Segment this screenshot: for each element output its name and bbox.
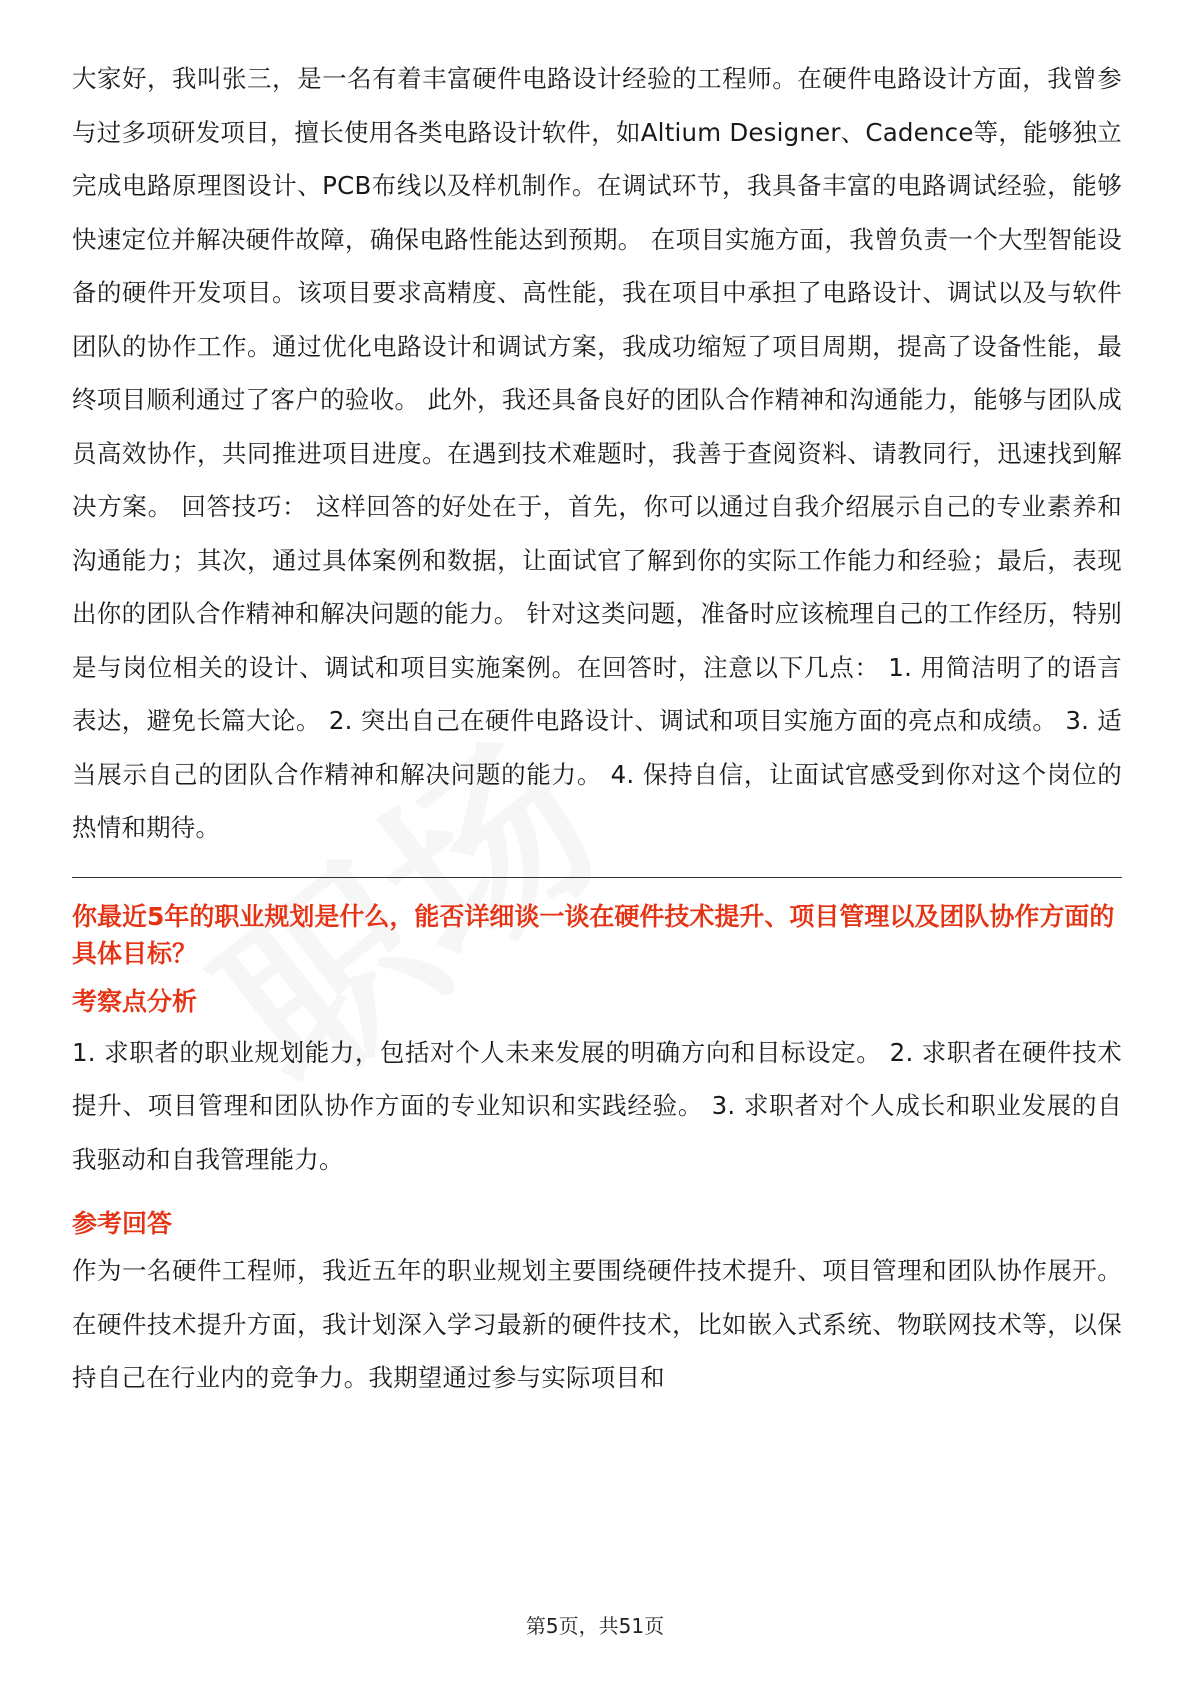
analysis-heading: 考察点分析 [72,986,198,1016]
page-number-footer: 第5页，共51页 [525,1614,665,1638]
answer-text: 作为一名硬件工程师，我近五年的职业规划主要围绕硬件技术提升、项目管理和团队协作展开。在硬件技术提升方面，我计划深入学习最新的硬件技术，比如嵌入式系统、物联网技术等，以保持自己在行业内的竞争力。我期望通过参与实际项目和 [72,1256,1122,1392]
analysis-text: 1. 求职者的职业规划能力，包括对个人未来发展的明确方向和目标设定。 2. 求职者在硬件技术提升、项目管理和团队协作方面的专业知识和实践经验。 3. 求职者对个人成长和职业发展的自我驱动和自我管理能力。 [72,1037,1122,1174]
question-title: 你最近5年的职业规划是什么，能否详细谈一谈在硬件技术提升、项目管理以及团队协作方面的具体目标？ [72,901,1115,968]
intro-paragraph: 大家好，我叫张三，是一名有着丰富硬件电路设计经验的工程师。在硬件电路设计方面，我曾参与过多项研发项目，擅长使用各类电路设计软件，如Altium Designer、Cadence等，能够独立完成电路原理图设计、PCB布线以及样机制作。在调试环节，我具备丰富的电路调试经验，能够快速定位并解决硬件故障，确保电路性能达到预期。 在项目实施方面，我曾负责一个大型智能设备的硬件开发项目。该项目要求高精度、高性能，我在项目中承担了电路设计、调试以及与软件团队的协作工作。通过优化电路设计和调试方案，我成功缩短了项目周期，提高了设备性能，最终项目顺利通过了客户的验收。 此外，我还具备良好的团队合作精神和沟通能力，能够与团队成员高效协作，共同推进项目进度。在遇到技术难题时，我善于查阅资料、请教同行，迅速找到解决方案。 回答技巧： 这样回答的好处在于，首先，你可以通过自我介绍展示自己的专业素养和沟通能力；其次，通过具体案例和数据，让面试官了解到你的实际工作能力和经验；最后，表现出你的团队合作精神和解决问题的能力。 针对这类问题，准备时应该梳理自己的工作经历，特别是与岗位相关的设计、调试和项目实施案例。在回答时，注意以下几点： 1. 用简洁明了的语言表达，避免长篇大论。 2. 突出自己在硬件电路设计、调试和项目实施方面的亮点和成绩。 3. 适当展示自己的团队合作精神和解决问题的能力。 4. 保持自信，让面试官感受到你对这个岗位的热情和期待。 [72,64,1122,842]
section-divider [72,877,1122,878]
document-page [72,52,1122,1405]
answer-heading: 参考回答 [72,1209,173,1238]
